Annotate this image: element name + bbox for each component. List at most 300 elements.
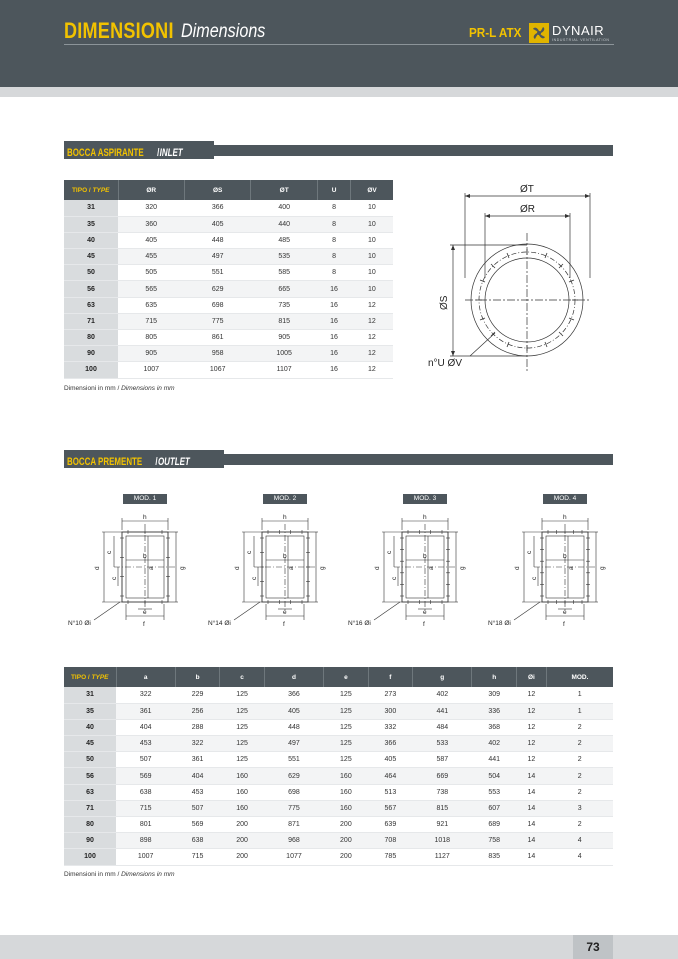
dimension-label: a — [288, 566, 295, 570]
outlet-cell: 125 — [324, 752, 369, 768]
outlet-cell: 551 — [264, 752, 323, 768]
inlet-type-cell: 63 — [64, 297, 118, 313]
dimension-label: c — [111, 576, 118, 580]
outlet-cell: 125 — [220, 687, 265, 703]
inlet-cell: 16 — [317, 297, 350, 313]
outlet-cell: 14 — [516, 833, 546, 849]
dimension-label: g — [459, 566, 466, 570]
outlet-type-cell: 45 — [64, 736, 116, 752]
inlet-type-cell: 35 — [64, 216, 118, 232]
outlet-cell: 441 — [413, 703, 472, 719]
label-holes: n°U ØV — [428, 358, 463, 369]
brand-logo — [529, 23, 610, 43]
outlet-table-header — [64, 667, 613, 687]
outlet-cell: 758 — [472, 833, 517, 849]
header-strip — [0, 87, 678, 97]
outlet-col-header: MOD. — [546, 667, 613, 687]
outlet-cell: 404 — [175, 768, 220, 784]
dimension-label: h — [283, 514, 287, 521]
outlet-cell: 871 — [264, 817, 323, 833]
inlet-cell: 1107 — [251, 362, 317, 378]
inlet-row — [64, 249, 393, 265]
product-code: PR-L ATX — [469, 25, 522, 40]
outlet-title-en: OUTLET — [158, 456, 190, 468]
outlet-cell: 200 — [324, 833, 369, 849]
page-header — [0, 0, 678, 87]
outlet-cell: 669 — [413, 768, 472, 784]
dimension-label: b — [563, 553, 567, 560]
outlet-cell: 14 — [516, 849, 546, 865]
outlet-cell: 715 — [175, 849, 220, 865]
dimension-label: a — [428, 566, 435, 570]
outlet-cell: 12 — [516, 687, 546, 703]
outlet-cell: 715 — [116, 800, 175, 816]
dimension-label: e — [143, 609, 147, 616]
outlet-row — [64, 817, 613, 833]
inlet-cell: 8 — [317, 216, 350, 232]
inlet-cell: 805 — [118, 330, 184, 346]
inlet-row — [64, 313, 393, 329]
outlet-cell: 309 — [472, 687, 517, 703]
outlet-type-cell: 56 — [64, 768, 116, 784]
outlet-cell: 2 — [546, 752, 613, 768]
dimension-label: d — [514, 566, 521, 570]
inlet-cell: 585 — [251, 265, 317, 281]
outlet-cell: 553 — [472, 784, 517, 800]
inlet-cell: 366 — [184, 200, 250, 216]
dimension-label: N°18 Øi — [488, 620, 511, 627]
inlet-type-cell: 50 — [64, 265, 118, 281]
outlet-row — [64, 800, 613, 816]
inlet-cell: 8 — [317, 200, 350, 216]
outlet-cell: 1127 — [413, 849, 472, 865]
outlet-cell: 738 — [413, 784, 472, 800]
outlet-cell: 125 — [324, 703, 369, 719]
outlet-cell: 160 — [324, 784, 369, 800]
outlet-section-title — [64, 450, 224, 468]
inlet-title-it: BOCCA ASPIRANTE — [67, 147, 144, 159]
outlet-cell: 1 — [546, 703, 613, 719]
outlet-cell: 405 — [368, 752, 413, 768]
outlet-cell: 4 — [546, 833, 613, 849]
outlet-cell: 638 — [116, 784, 175, 800]
label-or: ØR — [520, 204, 535, 215]
outlet-cell: 453 — [116, 736, 175, 752]
inlet-section-title — [64, 141, 214, 159]
outlet-col-type — [64, 667, 116, 687]
outlet-row — [64, 849, 613, 865]
outlet-cell: 4 — [546, 849, 613, 865]
dimension-label: c — [386, 550, 393, 554]
outlet-col-header: Øi — [516, 667, 546, 687]
inlet-cell: 448 — [184, 232, 250, 248]
module-drawing — [204, 508, 334, 633]
outlet-cell: 587 — [413, 752, 472, 768]
outlet-col-header: b — [175, 667, 220, 687]
outlet-cell: 14 — [516, 784, 546, 800]
outlet-cell: 1 — [546, 687, 613, 703]
dimension-label: N°14 Øi — [208, 620, 231, 627]
outlet-cell: 569 — [116, 768, 175, 784]
inlet-cell: 10 — [351, 281, 393, 297]
outlet-cell: 507 — [116, 752, 175, 768]
outlet-title-it: BOCCA PREMENTE — [67, 456, 143, 468]
dimension-label: d — [374, 566, 381, 570]
outlet-cell: 125 — [324, 736, 369, 752]
outlet-cell: 125 — [220, 719, 265, 735]
dimension-label: c — [531, 576, 538, 580]
inlet-cell: 16 — [317, 281, 350, 297]
brand-name: DYNAIR — [552, 23, 605, 38]
outlet-row — [64, 736, 613, 752]
outlet-cell: 273 — [368, 687, 413, 703]
dimension-label: e — [423, 609, 427, 616]
outlet-cell: 1077 — [264, 849, 323, 865]
outlet-cell: 12 — [516, 752, 546, 768]
inlet-cell: 16 — [317, 330, 350, 346]
outlet-cell: 160 — [220, 800, 265, 816]
dimension-label: d — [234, 566, 241, 570]
dimension-label: b — [423, 553, 427, 560]
inlet-row — [64, 200, 393, 216]
outlet-cell: 607 — [472, 800, 517, 816]
outlet-cell: 775 — [264, 800, 323, 816]
inlet-cell: 405 — [184, 216, 250, 232]
inlet-cell: 497 — [184, 249, 250, 265]
inlet-cell: 12 — [351, 297, 393, 313]
inlet-cell: 8 — [317, 249, 350, 265]
page-number: 73 — [573, 935, 613, 959]
outlet-col-header: f — [368, 667, 413, 687]
inlet-cell: 360 — [118, 216, 184, 232]
inlet-row — [64, 281, 393, 297]
dimension-label: h — [423, 514, 427, 521]
outlet-cell: 2 — [546, 719, 613, 735]
outlet-cell: 229 — [175, 687, 220, 703]
dimension-label: a — [148, 566, 155, 570]
inlet-flange-drawing — [420, 178, 620, 378]
inlet-col-header: ØV — [351, 180, 393, 200]
inlet-cell: 16 — [317, 346, 350, 362]
inlet-col-header: ØS — [184, 180, 250, 200]
inlet-row — [64, 330, 393, 346]
title-rule — [64, 44, 614, 45]
inlet-cell: 12 — [351, 330, 393, 346]
outlet-type-en: TYPE — [89, 673, 109, 681]
brand-tagline: INDUSTRIAL VENTILATION — [552, 38, 610, 42]
inlet-type-cell: 45 — [64, 249, 118, 265]
outlet-cell: 361 — [175, 752, 220, 768]
outlet-cell: 453 — [175, 784, 220, 800]
outlet-cell: 1018 — [413, 833, 472, 849]
outlet-cell: 513 — [368, 784, 413, 800]
dimension-label: h — [143, 514, 147, 521]
outlet-row — [64, 784, 613, 800]
dimension-label: h — [563, 514, 567, 521]
outlet-cell: 160 — [220, 784, 265, 800]
title-english: Dimensions — [181, 21, 266, 42]
outlet-col-header: e — [324, 667, 369, 687]
outlet-cell: 533 — [413, 736, 472, 752]
inlet-cell: 440 — [251, 216, 317, 232]
outlet-col-header: c — [220, 667, 265, 687]
inlet-row — [64, 346, 393, 362]
outlet-cell: 125 — [324, 719, 369, 735]
outlet-cell: 332 — [368, 719, 413, 735]
outlet-type-cell: 100 — [64, 849, 116, 865]
module-drawing — [344, 508, 474, 633]
outlet-cell: 200 — [220, 833, 265, 849]
inlet-col-type — [64, 180, 118, 200]
outlet-title-sep: / — [155, 456, 158, 468]
outlet-cell: 2 — [546, 768, 613, 784]
module-drawing — [484, 508, 614, 633]
dimension-label: b — [283, 553, 287, 560]
outlet-cell: 12 — [516, 719, 546, 735]
outlet-row — [64, 768, 613, 784]
outlet-cell: 125 — [220, 703, 265, 719]
outlet-cell: 361 — [116, 703, 175, 719]
outlet-cell: 366 — [264, 687, 323, 703]
outlet-cell: 256 — [175, 703, 220, 719]
outlet-cell: 1007 — [116, 849, 175, 865]
outlet-cell: 404 — [116, 719, 175, 735]
inlet-cell: 698 — [184, 297, 250, 313]
outlet-cell: 322 — [116, 687, 175, 703]
outlet-cell: 497 — [264, 736, 323, 752]
outlet-type-cell: 35 — [64, 703, 116, 719]
inlet-title-en: INLET — [159, 147, 183, 159]
dimension-label: c — [526, 550, 533, 554]
inlet-cell: 1007 — [118, 362, 184, 378]
outlet-cell: 12 — [516, 703, 546, 719]
inlet-cell: 1067 — [184, 362, 250, 378]
outlet-type-cell: 71 — [64, 800, 116, 816]
inlet-row — [64, 362, 393, 378]
inlet-col-header: U — [317, 180, 350, 200]
outlet-cell: 2 — [546, 817, 613, 833]
inlet-col-header: ØR — [118, 180, 184, 200]
inlet-cell: 8 — [317, 265, 350, 281]
module-label: MOD. 3 — [403, 494, 447, 504]
dimension-label: c — [106, 550, 113, 554]
outlet-cell: 405 — [264, 703, 323, 719]
outlet-type-cell: 31 — [64, 687, 116, 703]
outlet-cell: 801 — [116, 817, 175, 833]
inlet-note-en: Dimensions in mm — [119, 385, 175, 392]
outlet-cell: 441 — [472, 752, 517, 768]
inlet-type-cell: 56 — [64, 281, 118, 297]
outlet-type-cell: 90 — [64, 833, 116, 849]
dimension-label: N°16 Øi — [348, 620, 371, 627]
outlet-cell: 484 — [413, 719, 472, 735]
inlet-cell: 905 — [118, 346, 184, 362]
inlet-cell: 10 — [351, 200, 393, 216]
inlet-col-header: ØT — [251, 180, 317, 200]
inlet-cell: 665 — [251, 281, 317, 297]
inlet-cell: 565 — [118, 281, 184, 297]
inlet-cell: 12 — [351, 346, 393, 362]
inlet-type-it: TIPO / — [71, 186, 91, 194]
outlet-cell: 785 — [368, 849, 413, 865]
outlet-col-header: g — [413, 667, 472, 687]
dimension-label: f — [563, 621, 565, 628]
inlet-cell: 405 — [118, 232, 184, 248]
inlet-cell: 551 — [184, 265, 250, 281]
outlet-note-it: Dimensioni in mm / — [64, 871, 120, 878]
outlet-cell: 898 — [116, 833, 175, 849]
outlet-cell: 125 — [220, 736, 265, 752]
inlet-cell: 861 — [184, 330, 250, 346]
inlet-row — [64, 297, 393, 313]
dimension-label: a — [568, 566, 575, 570]
outlet-col-header: h — [472, 667, 517, 687]
dimension-label: g — [599, 566, 606, 570]
outlet-cell: 300 — [368, 703, 413, 719]
outlet-cell: 125 — [324, 687, 369, 703]
outlet-row — [64, 752, 613, 768]
inlet-cell: 958 — [184, 346, 250, 362]
outlet-cell: 968 — [264, 833, 323, 849]
dimension-label: f — [143, 621, 145, 628]
inlet-cell: 485 — [251, 232, 317, 248]
outlet-cell: 448 — [264, 719, 323, 735]
inlet-cell: 12 — [351, 362, 393, 378]
label-os: ØS — [439, 295, 450, 310]
inlet-cell: 905 — [251, 330, 317, 346]
inlet-cell: 10 — [351, 265, 393, 281]
outlet-cell: 200 — [220, 817, 265, 833]
inlet-cell: 10 — [351, 216, 393, 232]
inlet-cell: 400 — [251, 200, 317, 216]
outlet-type-cell: 63 — [64, 784, 116, 800]
dimension-label: b — [143, 553, 147, 560]
outlet-cell: 464 — [368, 768, 413, 784]
outlet-cell: 402 — [472, 736, 517, 752]
inlet-cell: 635 — [118, 297, 184, 313]
outlet-cell: 639 — [368, 817, 413, 833]
inlet-cell: 815 — [251, 313, 317, 329]
outlet-cell: 366 — [368, 736, 413, 752]
outlet-cell: 507 — [175, 800, 220, 816]
outlet-cell: 322 — [175, 736, 220, 752]
outlet-cell: 638 — [175, 833, 220, 849]
inlet-note — [64, 385, 175, 392]
inlet-cell: 715 — [118, 313, 184, 329]
outlet-note-en: Dimensions in mm — [119, 871, 175, 878]
inlet-cell: 12 — [351, 313, 393, 329]
outlet-cell: 14 — [516, 817, 546, 833]
outlet-table — [64, 667, 613, 866]
dimension-label: e — [283, 609, 287, 616]
inlet-cell: 320 — [118, 200, 184, 216]
outlet-cell: 200 — [220, 849, 265, 865]
outlet-cell: 336 — [472, 703, 517, 719]
inlet-table-header — [64, 180, 393, 200]
outlet-col-header: d — [264, 667, 323, 687]
outlet-row — [64, 703, 613, 719]
outlet-cell: 698 — [264, 784, 323, 800]
dimension-label: g — [319, 566, 326, 570]
inlet-row — [64, 232, 393, 248]
inlet-cell: 16 — [317, 313, 350, 329]
outlet-row — [64, 719, 613, 735]
outlet-type-cell: 50 — [64, 752, 116, 768]
inlet-cell: 1005 — [251, 346, 317, 362]
outlet-cell: 160 — [324, 768, 369, 784]
outlet-cell: 708 — [368, 833, 413, 849]
dimension-label: c — [251, 576, 258, 580]
outlet-cell: 288 — [175, 719, 220, 735]
inlet-cell: 505 — [118, 265, 184, 281]
outlet-row — [64, 833, 613, 849]
outlet-cell: 160 — [220, 768, 265, 784]
inlet-type-en: TYPE — [90, 186, 110, 194]
label-ot: ØT — [520, 184, 534, 195]
inlet-type-cell: 90 — [64, 346, 118, 362]
module-drawing — [64, 508, 194, 633]
outlet-cell: 504 — [472, 768, 517, 784]
outlet-cell: 815 — [413, 800, 472, 816]
module-label: MOD. 2 — [263, 494, 307, 504]
outlet-cell: 2 — [546, 784, 613, 800]
dimension-label: f — [283, 621, 285, 628]
outlet-cell: 569 — [175, 817, 220, 833]
dimension-label: d — [94, 566, 101, 570]
inlet-type-cell: 80 — [64, 330, 118, 346]
outlet-cell: 689 — [472, 817, 517, 833]
outlet-cell: 3 — [546, 800, 613, 816]
dimension-label: c — [391, 576, 398, 580]
inlet-type-cell: 31 — [64, 200, 118, 216]
outlet-cell: 200 — [324, 849, 369, 865]
outlet-cell: 835 — [472, 849, 517, 865]
inlet-type-cell: 40 — [64, 232, 118, 248]
inlet-cell: 16 — [317, 362, 350, 378]
outlet-note — [64, 871, 175, 878]
outlet-cell: 567 — [368, 800, 413, 816]
outlet-cell: 12 — [516, 736, 546, 752]
inlet-cell: 629 — [184, 281, 250, 297]
dimension-label: e — [563, 609, 567, 616]
outlet-cell: 368 — [472, 719, 517, 735]
inlet-cell: 10 — [351, 249, 393, 265]
dimension-label: f — [423, 621, 425, 628]
outlet-col-header: a — [116, 667, 175, 687]
fan-logo-icon — [529, 23, 549, 43]
module-label: MOD. 1 — [123, 494, 167, 504]
inlet-row — [64, 216, 393, 232]
inlet-cell: 10 — [351, 232, 393, 248]
dimension-label: g — [179, 566, 186, 570]
outlet-type-cell: 80 — [64, 817, 116, 833]
inlet-note-it: Dimensioni in mm / — [64, 385, 120, 392]
inlet-type-cell: 100 — [64, 362, 118, 378]
inlet-type-cell: 71 — [64, 313, 118, 329]
outlet-cell: 402 — [413, 687, 472, 703]
module-label: MOD. 4 — [543, 494, 587, 504]
inlet-cell: 535 — [251, 249, 317, 265]
outlet-cell: 125 — [220, 752, 265, 768]
dimension-label: c — [246, 550, 253, 554]
outlet-cell: 160 — [324, 800, 369, 816]
outlet-cell: 2 — [546, 736, 613, 752]
inlet-cell: 455 — [118, 249, 184, 265]
inlet-table — [64, 180, 393, 379]
inlet-title-sep: / — [157, 147, 160, 159]
outlet-cell: 14 — [516, 768, 546, 784]
dimension-label: N°10 Øi — [68, 620, 91, 627]
